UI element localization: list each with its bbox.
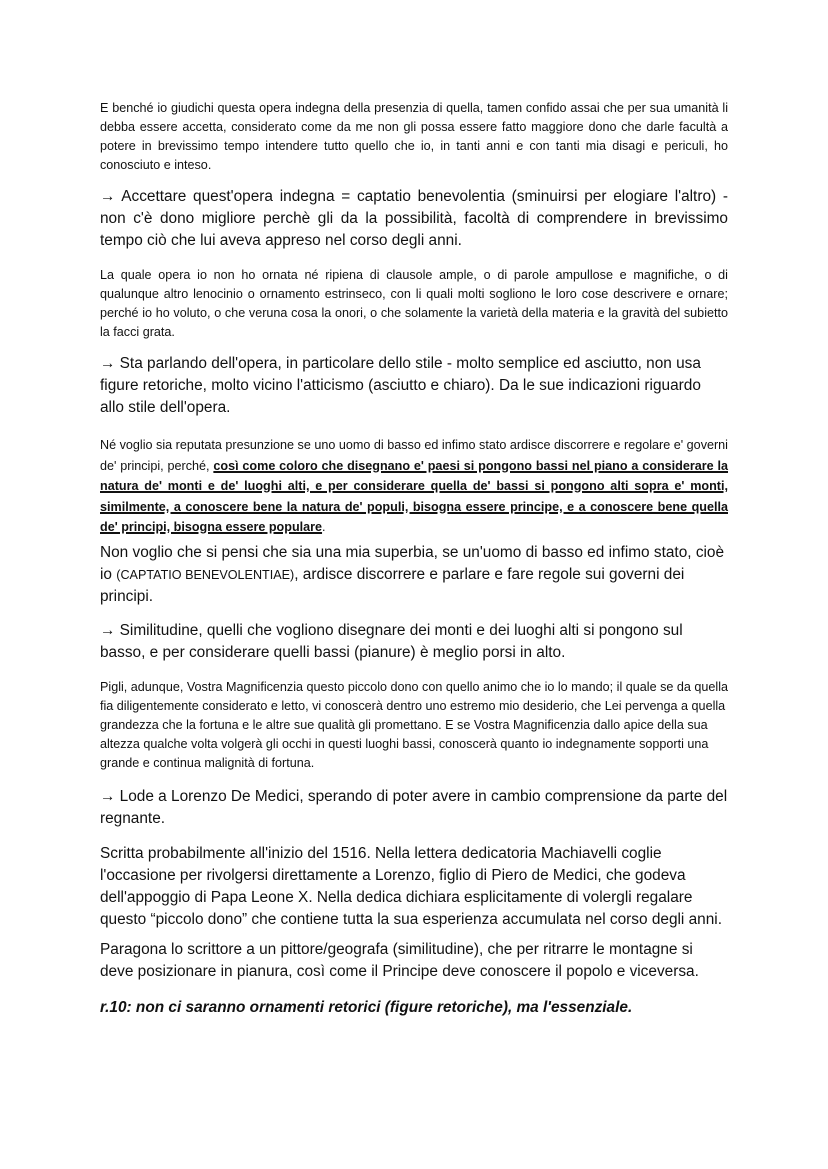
quote-text: Né voglio sia reputata presunzione se uno uomo di basso ed infimo stato ardisce discorrere e regolare e' governi de' principi, perché, xyxy=(100,438,728,473)
note-paragraph-6: Scritta probabilmente all'inizio del 1516. Nella lettera dedicatoria Machiavelli coglie l'occasione per rivolgersi direttamente a Lorenzo, figlio di Piero de Medici, che godeva dell'appoggio di Papa Leone X. Nella dedica dichiara esplicitamente di volergli regalare questo “piccolo dono” che contiene tutta la sua esperienza accumulata nel corso degli anni. xyxy=(100,845,722,928)
quote-paragraph-2: La quale opera io non ho ornata né ripiena di clausole ample, o di parole ampullose e magnifiche, o di qualunque altro lenocinio o ornamento estrinseco, con li quali molti sogliono le loro cose descrivere e ornare; perché io ho voluto, o che veruna cosa la onori, o che solamente la varietà della materia e la gravità del subietto la facci grata. xyxy=(100,268,728,339)
note-paragraph-5: → Lode a Lorenzo De Medici, sperando di poter avere in cambio comprensione da parte del regnante. xyxy=(100,788,728,827)
note-paragraph-4: → Similitudine, quelli che vogliono disegnare dei monti e dei luoghi alti si pongono sul basso, e per considerare quelli bassi (pianure) è meglio porsi in alto. xyxy=(100,622,683,661)
note-text: Non voglio che si pensi che sia una mia superbia, se un'uomo di basso ed infimo stato, cioè io xyxy=(100,544,725,583)
underlined-quote: così come coloro che disegnano e' paesi si pongono bassi nel piano a considerare la natura de' monti e de' luoghi alti, e per considerare quella de' bassi si pongono alti sopra e' monti, similmente, a conoscere bene la natura de' populi, bisogna essere principe, e a conoscere bene quella de' principi, bisogna essere populare xyxy=(100,458,729,534)
note-caps: (CAPTATIO BENEVOLENTIAE) xyxy=(116,568,295,582)
quote-paragraph-3 xyxy=(100,435,728,538)
note-text-end: , ardisce discorrere e parlare e fare regole sui governi dei principi. xyxy=(100,566,685,605)
note-paragraph-2: → Sta parlando dell'opera, in particolare dello stile - molto semplice ed asciutto, non usa figure retoriche, molto vicino l'atticismo (asciutto e chiaro). Da le sue indicazioni riguardo allo stile dell'opera. xyxy=(100,355,701,416)
quote-end: . xyxy=(322,520,326,534)
note-paragraph-7: Paragona lo scrittore a un pittore/geografa (similitudine), che per ritrarre le montagne si deve posizionare in pianura, così come il Principe deve conoscere il popolo e viceversa. xyxy=(100,941,699,980)
note-paragraph-8: r.10: non ci saranno ornamenti retorici (figure retoriche), ma l'essenziale. xyxy=(100,999,633,1016)
quote-paragraph-4: Pigli, adunque, Vostra Magnificenzia questo piccolo dono con quello animo che io lo mando; il quale se da quella fia diligentemente considerato e letto, vi conoscerà dentro uno estremo mio desiderio, che Lei pervenga a quella grandezza che la fortuna e le altre sue qualità gli promettano. E se Vostra Magnificenzia dallo apice della sua altezza qualche volta volgerà gli occhi in questi luoghi bassi, conoscerà quanto io indegnamente sopporti una grande e continua malignità di fortuna. xyxy=(100,680,729,770)
note-paragraph-1: → Accettare quest'opera indegna = captatio benevolentia (sminuirsi per elogiare l'altro) - non c'è dono migliore perchè gli da la possibilità, facoltà di comprendere in brevissimo tempo ciò che lui aveva appreso nel corso degli anni. xyxy=(100,188,728,249)
note-paragraph-3 xyxy=(100,542,728,608)
quote-paragraph-1: E benché io giudichi questa opera indegna della presenzia di quella, tamen confido assai che per sua umanità li debba essere accetta, considerato come da me non gli possa essere fatto maggiore dono che darle facultà a potere in brevissimo tempo intendere tutto quello che io, in tanti anni e con tanti mia disagi e periculi, ho conosciuto e inteso. xyxy=(100,101,728,172)
